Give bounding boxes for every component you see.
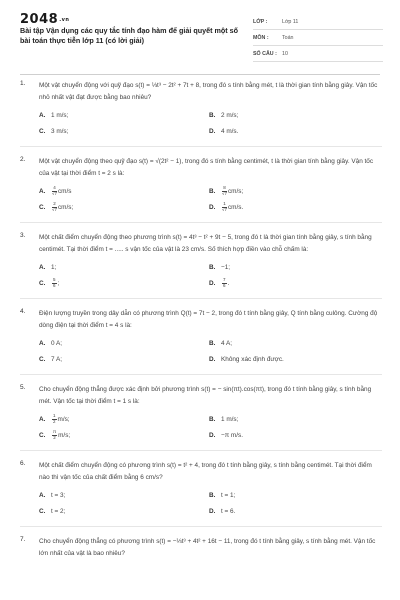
meta-row-count [253, 46, 383, 62]
option-text: m/s; [58, 431, 71, 439]
answer-options [39, 109, 382, 137]
option-letter: B. [209, 111, 216, 119]
option-text: 4 m/s. [221, 127, 239, 135]
option-text: t = 6. [221, 507, 236, 515]
question-number: 7. [20, 536, 26, 543]
question-item [20, 308, 382, 365]
fraction-numerator: 1 [223, 201, 226, 206]
option-text: −π m/s. [221, 431, 243, 439]
question-separator [20, 146, 382, 147]
option-letter: C. [39, 127, 46, 135]
option-fraction [222, 202, 227, 212]
meta-row-class [253, 14, 383, 30]
fraction-numerator: 4 [53, 185, 56, 190]
option-text: t = 1; [221, 491, 236, 499]
question-text: Cho chuyển động thẳng có phương trình s(t) = −⅓t³ + 4t² + 16t − 11, trong đó t tính bằng giây, s tính bằng mét. Vận tốc lớn nhất của vật là bao nhiêu? [39, 538, 376, 557]
answer-option[interactable] [39, 277, 209, 289]
header [0, 0, 400, 70]
meta-value: 10 [282, 50, 288, 57]
answer-option[interactable] [209, 109, 379, 121]
answer-option[interactable] [39, 337, 209, 349]
option-text: 2 m/s; [221, 111, 239, 119]
fraction-denominator: 6 [53, 282, 56, 288]
question-number: 1. [20, 80, 26, 87]
site-logo[interactable] [20, 12, 69, 27]
option-letter: C. [39, 431, 46, 439]
question-number: 5. [20, 384, 26, 391]
answer-option[interactable] [209, 489, 379, 501]
option-text: t = 3; [51, 491, 66, 499]
option-fraction [52, 186, 57, 196]
option-letter: D. [209, 279, 216, 287]
question-text: Cho chuyển động thẳng được xác định bởi phương trình s(t) = − sin(πt).cos(πt), trong đó t tính bằng giây, s tính bằng mét. Vận tốc tại thời điểm t = 1 s là: [39, 386, 372, 405]
option-letter: D. [209, 127, 216, 135]
answer-option[interactable] [209, 429, 379, 441]
answer-options [39, 261, 382, 289]
option-text: Không xác định được. [221, 355, 284, 363]
header-divider [20, 74, 380, 75]
fraction-denominator: 2 [53, 434, 56, 440]
option-fraction [222, 278, 227, 288]
option-text: cm/s. [227, 203, 244, 211]
question-item [20, 536, 382, 559]
question-item [20, 460, 382, 517]
answer-option[interactable] [39, 505, 209, 517]
option-text: 7 A; [51, 355, 63, 363]
option-text: t = 2; [51, 507, 66, 515]
fraction-numerator: 2 [53, 201, 56, 206]
logo-suffix: .vn [59, 16, 70, 23]
answer-option[interactable] [209, 201, 379, 213]
option-text: 1 m/s; [221, 415, 239, 423]
question-text: Một vật chuyển động theo quỹ đạo s(t) = √(2t² − 1), trong đó s tính bằng centimét, t là thời gian tính bằng giây. Vận tốc của vật tại thời điểm t = 2 s là: [39, 158, 374, 177]
fraction-denominator: 2 [53, 418, 56, 424]
option-letter: B. [209, 263, 216, 271]
option-fraction [52, 414, 57, 424]
meta-key: LỚP : [253, 18, 268, 25]
answer-options [39, 489, 382, 517]
answer-option[interactable] [39, 429, 209, 441]
option-letter: C. [39, 279, 46, 287]
question-text: Một chất điểm chuyển động có phương trình s(t) = t² + 4, trong đó t tính bằng giây, s tính bằng centimét. Tại thời điểm nào thì vận tốc của chất điểm bằng 6 cm/s? [39, 462, 372, 481]
option-fraction [52, 430, 57, 440]
meta-key: MÔN : [253, 34, 269, 41]
answer-option[interactable] [209, 277, 379, 289]
fraction-denominator: √7 [52, 190, 57, 196]
option-fraction [52, 202, 57, 212]
question-text: Một chất điểm chuyển động theo phương trình s(t) = 4t³ − t² + 9t − 5, trong đó t là thời gian tính bằng giây, s tính bằng centimét. Tại thời điểm t = ..... s vận tốc của vật là 23 cm/s. Số thích hợp điền vào chỗ chấm là: [39, 234, 372, 253]
question-number: 4. [20, 308, 26, 315]
question-item [20, 384, 382, 441]
option-letter: D. [209, 431, 216, 439]
fraction-numerator: 1 [53, 413, 56, 418]
answer-option[interactable] [39, 413, 209, 425]
question-item [20, 80, 382, 137]
question-item [20, 156, 382, 213]
option-text: ; [57, 279, 60, 287]
answer-option[interactable] [39, 353, 209, 365]
answer-options [39, 337, 382, 365]
option-text: cm/s; [227, 187, 244, 195]
option-letter: D. [209, 507, 216, 515]
question-text: Một vật chuyển động với quỹ đạo s(t) = ⅓t³ − 2t² + 7t + 8, trong đó s tính bằng mét, t là thời gian tính bằng giây. Vận tốc nhỏ nhất vật đạt được bằng bao nhiêu? [39, 82, 378, 101]
option-text: 1 m/s; [51, 111, 69, 119]
question-item [20, 232, 382, 289]
answer-option[interactable] [209, 337, 379, 349]
answer-options [39, 185, 382, 213]
option-text: −1; [221, 263, 231, 271]
option-letter: C. [39, 203, 46, 211]
answer-option[interactable] [39, 185, 209, 197]
option-letter: A. [39, 263, 46, 271]
fraction-numerator: 5 [53, 277, 56, 282]
option-text: cm/s [57, 187, 72, 195]
option-letter: A. [39, 491, 46, 499]
question-separator [20, 526, 382, 527]
question-number: 2. [20, 156, 26, 163]
answer-option[interactable] [209, 185, 379, 197]
question-separator [20, 222, 382, 223]
fraction-numerator: 7 [223, 277, 226, 282]
option-fraction [222, 186, 227, 196]
answer-option[interactable] [209, 261, 379, 273]
meta-value: Toán [282, 34, 294, 41]
fraction-numerator: 8 [223, 185, 226, 190]
logo-text: 2048 [20, 12, 59, 27]
option-text: m/s; [57, 415, 70, 423]
question-number: 6. [20, 460, 26, 467]
answer-option[interactable] [209, 353, 379, 365]
question-separator [20, 450, 382, 451]
question-separator [20, 374, 382, 375]
page-title: Bài tập Vận dụng các quy tắc tính đạo hàm để giải quyết một số bài toán thực tiễn lớp 11 (có lời giải) [20, 26, 239, 45]
option-text: . [227, 279, 230, 287]
option-letter: A. [39, 339, 46, 347]
fraction-denominator: √7 [222, 190, 227, 196]
option-fraction [52, 278, 57, 288]
option-letter: A. [39, 111, 46, 119]
answer-option[interactable] [209, 413, 379, 425]
option-letter: B. [209, 339, 216, 347]
option-letter: D. [209, 203, 216, 211]
option-letter: B. [209, 415, 216, 423]
option-text: 1; [51, 263, 57, 271]
option-text: 4 A; [221, 339, 233, 347]
option-text: cm/s; [57, 203, 74, 211]
option-letter: C. [39, 355, 46, 363]
option-letter: D. [209, 355, 216, 363]
answer-option[interactable] [39, 489, 209, 501]
fraction-denominator: √7 [52, 206, 57, 212]
option-letter: A. [39, 187, 46, 195]
meta-row-subject [253, 30, 383, 46]
answer-option[interactable] [39, 261, 209, 273]
meta-key: SỐ CÂU : [253, 50, 277, 57]
question-list [20, 80, 382, 559]
answer-option[interactable] [39, 201, 209, 213]
question-text: Điện lượng truyền trong dây dẫn có phương trình Q(t) = 7t − 2, trong đó t tính bằng giây, Q tính bằng culông. Cường độ dòng điện tại thời điểm t = 4 s là: [39, 310, 378, 329]
answer-option[interactable] [39, 125, 209, 137]
option-text: 3 m/s; [51, 127, 69, 135]
fraction-denominator: 6 [223, 282, 226, 288]
fraction-numerator: π [53, 429, 57, 434]
answer-options [39, 413, 382, 441]
question-separator [20, 298, 382, 299]
meta-value: Lớp 11 [282, 18, 299, 25]
option-letter: C. [39, 507, 46, 515]
option-letter: B. [209, 491, 216, 499]
meta-table [253, 14, 383, 62]
answer-option[interactable] [209, 125, 379, 137]
fraction-denominator: √7 [222, 206, 227, 212]
option-letter: A. [39, 415, 46, 423]
answer-option[interactable] [39, 109, 209, 121]
question-number: 3. [20, 232, 26, 239]
answer-option[interactable] [209, 505, 379, 517]
option-letter: B. [209, 187, 216, 195]
option-text: 0 A; [51, 339, 63, 347]
